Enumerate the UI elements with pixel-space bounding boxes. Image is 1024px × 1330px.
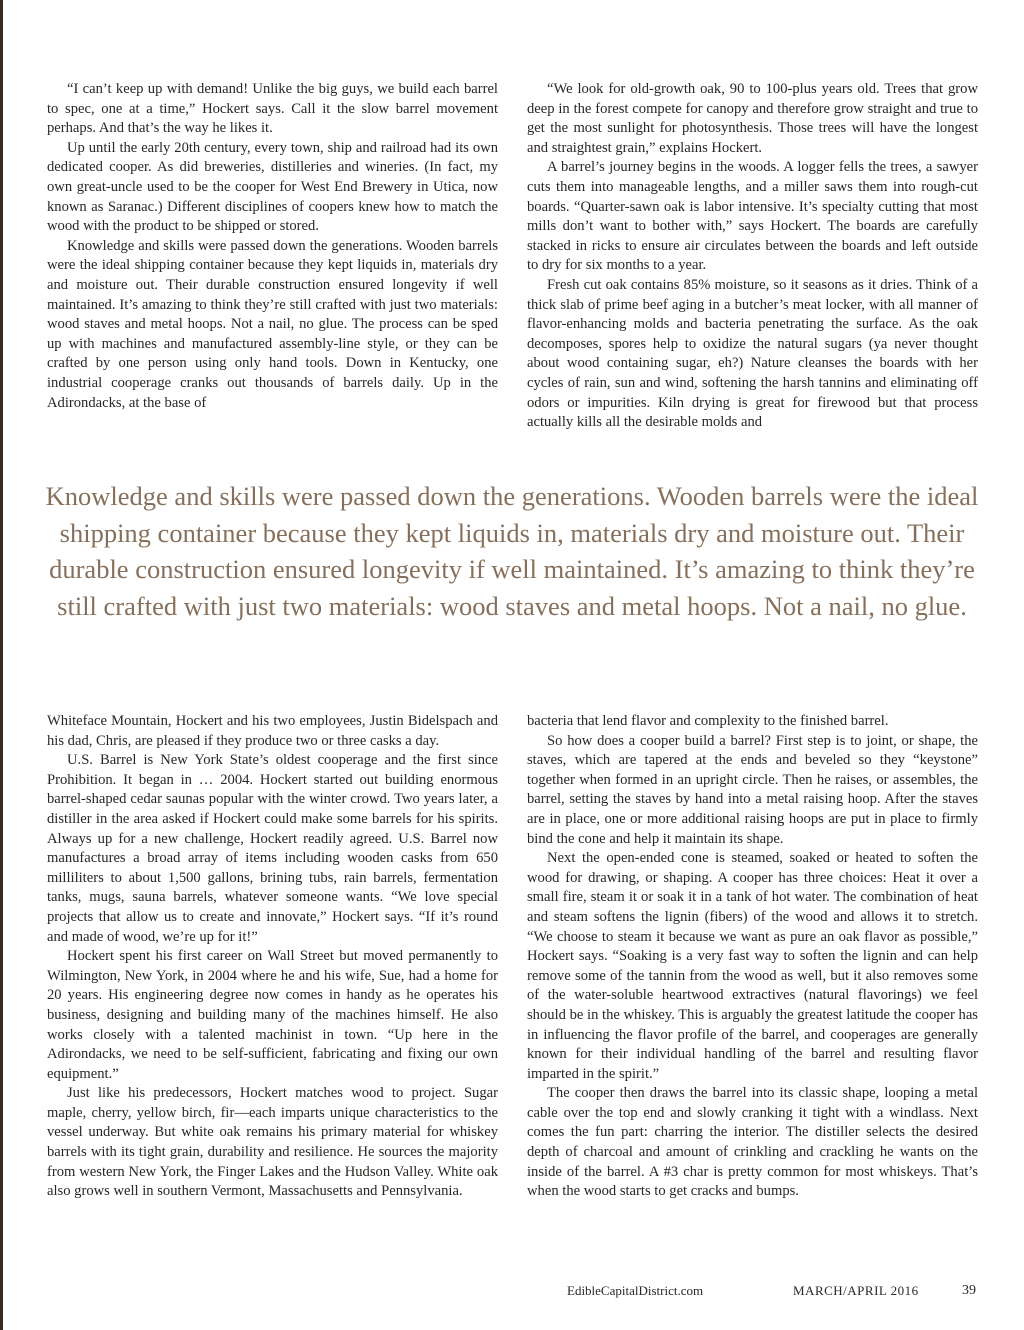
paragraph: “We look for old-growth oak, 90 to 100-plus years old. Trees that grow deep in the forest compete for canopy and therefore grow straight and true to get the most sunlight for photosynthesis. Those trees will have the longest and straightest grain,” explains Hockert. (527, 81, 978, 156)
pull-quote: Knowledge and skills were passed down the generations. Wooden barrels were the ideal shipping container because they kept liquids in, materials dry and moisture out. Their durable construction ensured longevity if well maintained. It’s amazing to think they’re still crafted with just two materials: wood staves and metal hoops. Not a nail, no glue. (45, 481, 979, 621)
paragraph: Whiteface Mountain, Hockert and his two employees, Justin Bidelspach and his dad, Chris, are pleased if they produce two or three casks a day. (47, 713, 498, 749)
article-column-4 (527, 712, 978, 1202)
footer-site: EdibleCapitalDistrict.com (567, 1283, 704, 1298)
paragraph: A barrel’s journey begins in the woods. A logger fells the trees, a sawyer cuts them into manageable lengths, and a miller saws them into rough-cut boards. “Quarter-sawn oak is labor intensive. It’s specialty cutting that most mills don’t want to bother with,” says Hockert. The boards are carefully stacked in ricks to ensure air circulates between the boards and left outside to dry for six months to a year. (527, 159, 978, 274)
paragraph: So how does a cooper build a barrel? First step is to joint, or shape, the staves, which are tapered at the ends and beveled so they “keystone” together when formed in an upright circle. Then he raises, or assembles, the barrel, setting the staves by hand into a metal raising hoop. After the staves are in place, one or more additional raising hoops are put in place to firmly bind the cone and help it maintain its shape. (527, 732, 978, 847)
page-footer (0, 1283, 1024, 1303)
paragraph: Hockert spent his first career on Wall Street but moved permanently to Wilmington, New York, in 2004 where he and his wife, Sue, had a home for 20 years. His engineering degree now comes in handy as he operates his business, designing and building many of the machines himself. He also works closely with a talented machinist in town. “Up here in the Adirondacks, we need to be self-sufficient, fabricating and fixing our own equipment.” (47, 948, 498, 1082)
paragraph: U.S. Barrel is New York State’s oldest cooperage and the first since Prohibition. It began in … 2004. Hockert started out building enormous barrel-shaped cedar saunas popular with the winter crowd. Two years later, a distiller in the area asked if Hockert could make some barrels for his spirits. Always up for a new challenge, Hockert readily agreed. U.S. Barrel now manufactures a broad array of items including wooden casks from 650 milliliters to about 1,500 gallons, brining tubs, rain barrels, fermentation tanks, mugs, sauna barrels, whatever someone wants. “We love special projects that allow us to create and innovate,” Hockert says. “If it’s round and made of wood, we’re up for it!” (47, 752, 498, 945)
paragraph: Fresh cut oak contains 85% moisture, so it seasons as it dries. Think of a thick slab of prime beef aging in a butcher’s meat locker, with all manner of flavor-enhancing molds and bacteria penetrating the surface. As the oak decomposes, spores help to oxidize the natural sugars (ya never thought about wood containing sugar, eh?) Nature cleanses the boards with her cycles of rain, sun and wind, softening the harsh tannins and eliminating off odors or impurities. Kiln drying is great for firewood but that process actually kills all the desirable molds and (527, 276, 978, 431)
paragraph: The cooper then draws the barrel into its classic shape, looping a metal cable over the top end and slowly cranking it tight with a windlass. Next comes the fun part: charring the interior. The distiller selects the desired depth of charcoal and amount of crinkling and crackling he wants on the inside of the barrel. A #3 char is pretty common for most whiskeys. That’s when the wood starts to get cracks and bumps. (527, 1085, 978, 1200)
article-column-1 (47, 80, 498, 413)
paragraph: “I can’t keep up with demand! Unlike the big guys, we build each barrel to spec, one at a time,” Hockert says. Call it the slow barrel movement perhaps. And that’s the way he likes it. (47, 81, 498, 137)
paragraph: Just like his predecessors, Hockert matches wood to project. Sugar maple, cherry, yellow birch, fir—each imparts unique characteristics to the vessel underway. But white oak remains his primary material for whiskey barrels with its tight grain, durability and resilience. He sources the majority from western New York, the Finger Lakes and the Hudson Valley. White oak also grows well in southern Vermont, Massachusetts and Pennsylvania. (47, 1085, 498, 1200)
footer-issue: MARCH/APRIL 2016 (793, 1283, 919, 1298)
paragraph: Knowledge and skills were passed down the generations. Wooden barrels were the ideal shipping container because they kept liquids in, materials dry and moisture out. Their durable construction ensured longevity if well maintained. It’s amazing to think they’re still crafted with just two materials: wood staves and metal hoops. Not a nail, no glue. The process can be sped up with machines and manufactured assembly-line style, or they can be crafted by one person using only hand tools. Down in Kentucky, one industrial cooperage cranks out thousands of barrels daily. Up in the Adirondacks, at the base of (47, 237, 498, 411)
article-column-3 (47, 712, 498, 1202)
article-column-2 (527, 80, 978, 433)
paragraph: bacteria that lend flavor and complexity to the finished barrel. (527, 713, 889, 729)
page-number: 39 (962, 1283, 976, 1298)
paragraph: Up until the early 20th century, every town, ship and railroad had its own dedicated cooper. As did breweries, distilleries and wineries. (In fact, my own great-uncle used to be the cooper for West End Brewery in Utica, now known as Saranac.) Different disciplines of coopers knew how to match the wood with the product to be shipped or stored. (47, 139, 498, 235)
page-edge-border (0, 0, 3, 1330)
paragraph: Next the open-ended cone is steamed, soaked or heated to soften the wood for drawing, or shaping. A cooper has three choices: Heat it over a small fire, steam it or soak it in a tank of hot water. The combination of heat and steam softens the lignin (fibers) of the wood and allows it to stretch. “We choose to steam it because we want as pure an oak flavor as possible,” Hockert says. “Soaking is a very fast way to soften the lignin and can help remove some of the tannin from the wood as well, but it also removes some of the water-soluble heartwood extractives (natural flavorings) we feel should be in the whiskey. This is arguably the greatest latitude the cooper has in influencing the flavor profile of the barrel, and cooperages are generally known for their individual handling of the barrel and resulting flavor imparted in the spirit.” (527, 850, 978, 1082)
